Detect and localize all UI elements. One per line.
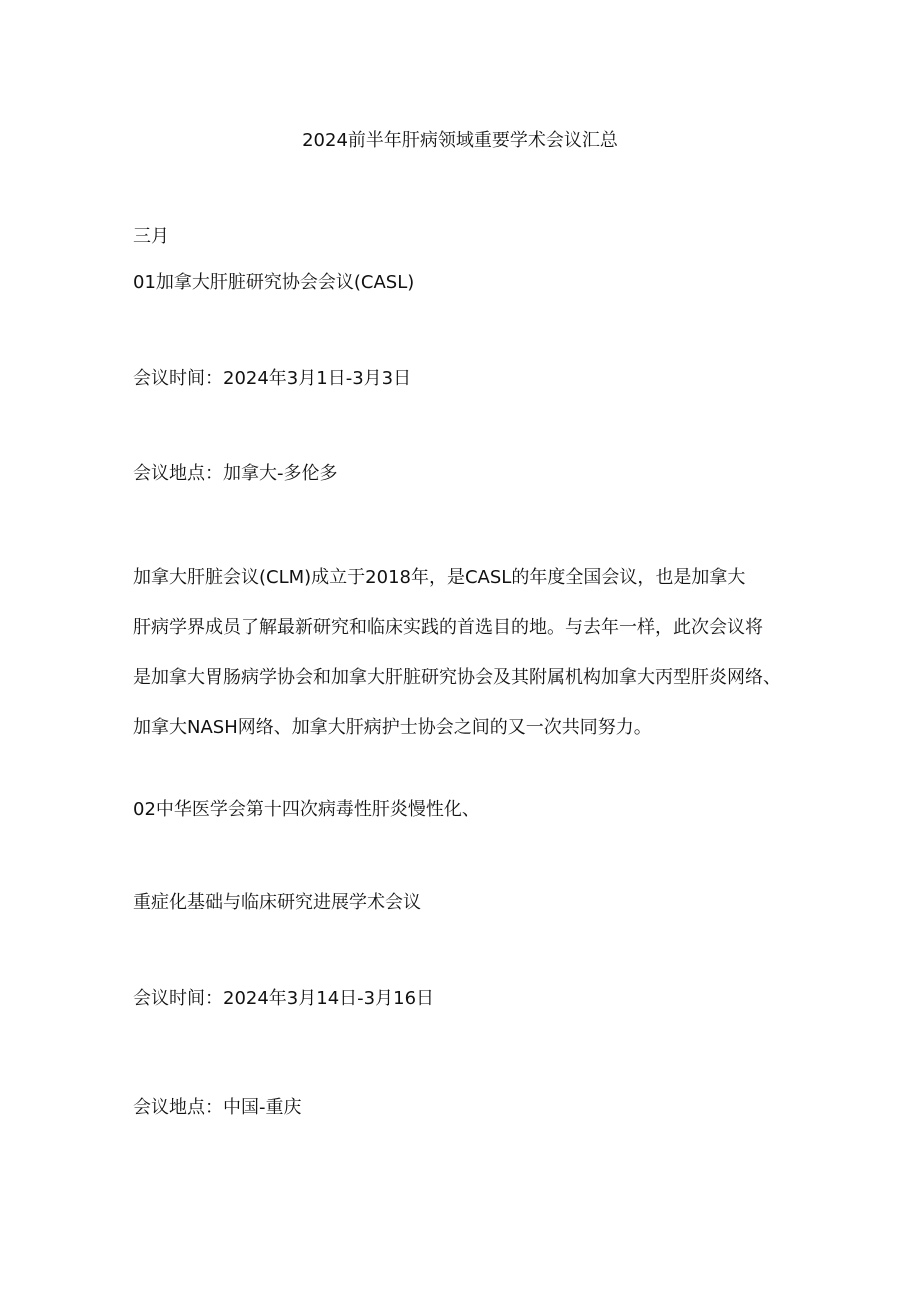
- meeting-2-title-line1: 02中华医学会第十四次病毒性肝炎慢性化、: [133, 799, 480, 820]
- meeting-2-location: 会议地点：中国-重庆: [133, 1097, 302, 1118]
- description-line: 加拿大肝脏会议(CLM)成立于2018年，是CASL的年度全国会议，也是加拿大: [133, 567, 746, 588]
- meeting-1-location: 会议地点：加拿大-多伦多: [133, 463, 338, 484]
- description-line: 是加拿大胃肠病学协会和加拿大肝脏研究协会及其附属机构加拿大丙型肝炎网络、: [133, 667, 781, 688]
- document-title: 2024前半年肝病领域重要学术会议汇总: [302, 130, 618, 151]
- month-heading: 三月: [133, 226, 169, 247]
- meeting-1-time: 会议时间：2024年3月1日-3月3日: [133, 368, 412, 389]
- description-line: 肝病学界成员了解最新研究和临床实践的首选目的地。与去年一样，此次会议将: [133, 617, 763, 638]
- meeting-2-title-line2: 重症化基础与临床研究进展学术会议: [133, 892, 421, 913]
- description-line: 加拿大NASH网络、加拿大肝病护士协会之间的又一次共同努力。: [133, 717, 652, 738]
- meeting-2-time: 会议时间：2024年3月14日-3月16日: [133, 988, 435, 1009]
- meeting-1-title: 01加拿大肝脏研究协会会议(CASL): [133, 272, 415, 293]
- meeting-1-description: [133, 553, 803, 753]
